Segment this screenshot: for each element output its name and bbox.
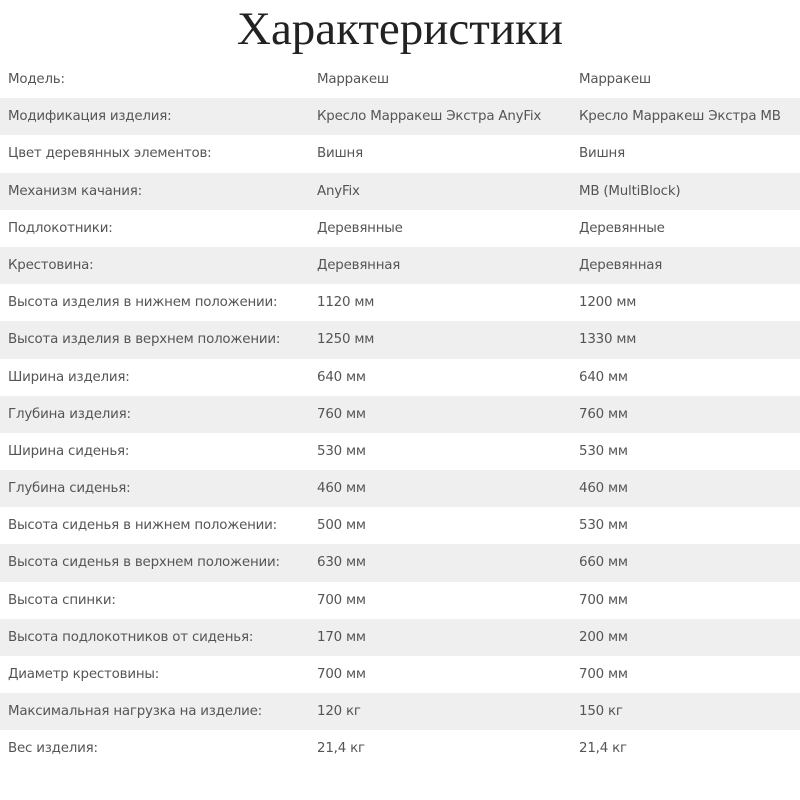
- spec-label: Ширина изделия:: [8, 369, 130, 385]
- spec-label: Модификация изделия:: [8, 109, 172, 125]
- spec-value-col1: AnyFix: [317, 183, 360, 199]
- spec-value-col1: 21,4 кг: [317, 741, 365, 757]
- spec-value-col2: Марракеш: [579, 72, 651, 87]
- table-row: [0, 210, 800, 247]
- spec-label: Высота сиденья в верхнем положении:: [8, 555, 280, 571]
- table-row: [0, 582, 800, 619]
- spec-label: Диаметр крестовины:: [8, 667, 160, 682]
- spec-label: Ширина сиденья:: [8, 443, 130, 459]
- spec-label: Высота сиденья в нижнем положении:: [8, 518, 277, 534]
- spec-label: Вес изделия:: [8, 741, 98, 757]
- table-row: [0, 544, 800, 581]
- table-row: [0, 619, 800, 656]
- table-row: [0, 284, 800, 321]
- spec-value-col2: 530 мм: [579, 518, 628, 534]
- table-row: [0, 433, 800, 470]
- spec-value-col1: 530 мм: [317, 443, 366, 459]
- spec-value-col2: Деревянные: [579, 220, 665, 236]
- spec-value-col1: Вишня: [317, 146, 363, 162]
- table-row: [0, 359, 800, 396]
- spec-value-col2: 1200 мм: [579, 295, 637, 311]
- spec-value-col1: 500 мм: [317, 518, 366, 534]
- table-row: [0, 396, 800, 433]
- spec-value-col1: Кресло Марракеш Экстра AnyFix: [317, 109, 542, 125]
- page-title: Характеристики: [237, 3, 563, 55]
- table-row: [0, 507, 800, 544]
- table-row: [0, 61, 800, 98]
- spec-label: Глубина сиденья:: [8, 481, 131, 497]
- spec-label: Подлокотники:: [8, 220, 113, 236]
- table-row: [0, 656, 800, 693]
- spec-label: Высота изделия в верхнем положении:: [8, 332, 281, 348]
- spec-label: Максимальная нагрузка на изделие:: [8, 704, 262, 720]
- spec-label: Крестовина:: [8, 257, 94, 273]
- spec-label: Высота спинки:: [8, 592, 116, 608]
- spec-value-col1: 1120 мм: [317, 295, 375, 311]
- spec-label: Модель:: [8, 72, 65, 87]
- spec-value-col2: 21,4 кг: [579, 741, 627, 757]
- spec-value-col2: 1330 мм: [579, 332, 637, 348]
- spec-value-col2: Вишня: [579, 146, 625, 162]
- spec-value-col1: 1250 мм: [317, 332, 375, 348]
- spec-label: Цвет деревянных элементов:: [8, 146, 212, 162]
- table-row: [0, 135, 800, 172]
- spec-value-col2: 200 мм: [579, 629, 628, 645]
- spec-value-col2: Деревянная: [579, 257, 663, 273]
- spec-value-col2: Кресло Марракеш Экстра MB: [579, 109, 781, 125]
- table-row: [0, 321, 800, 358]
- table-row: [0, 98, 800, 135]
- spec-value-col2: 700 мм: [579, 592, 628, 608]
- spec-value-col1: Марракеш: [317, 72, 389, 87]
- spec-value-col2: 700 мм: [579, 667, 628, 682]
- spec-value-col1: 630 мм: [317, 555, 366, 571]
- spec-value-col2: 150 кг: [579, 704, 623, 720]
- table-row: [0, 173, 800, 210]
- specs-table: [0, 61, 800, 768]
- spec-value-col2: 530 мм: [579, 443, 628, 459]
- spec-value-col2: 460 мм: [579, 481, 628, 497]
- spec-value-col1: 120 кг: [317, 704, 361, 720]
- spec-value-col2: MB (MultiBlock): [579, 183, 681, 199]
- table-row: [0, 730, 800, 767]
- spec-value-col1: Деревянная: [317, 257, 401, 273]
- spec-value-col1: 700 мм: [317, 592, 366, 608]
- spec-value-col2: 640 мм: [579, 369, 628, 385]
- spec-value-col1: 760 мм: [317, 406, 366, 422]
- spec-value-col1: 460 мм: [317, 481, 366, 497]
- spec-value-col1: 170 мм: [317, 629, 366, 645]
- table-row: [0, 247, 800, 284]
- spec-value-col2: 660 мм: [579, 555, 628, 571]
- spec-label: Глубина изделия:: [8, 406, 131, 422]
- spec-value-col2: 760 мм: [579, 406, 628, 422]
- spec-label: Механизм качания:: [8, 183, 142, 199]
- spec-value-col1: 700 мм: [317, 667, 366, 682]
- spec-label: Высота подлокотников от сиденья:: [8, 629, 254, 645]
- table-row: [0, 693, 800, 730]
- spec-value-col1: Деревянные: [317, 220, 403, 236]
- table-row: [0, 470, 800, 507]
- spec-label: Высота изделия в нижнем положении:: [8, 295, 278, 311]
- spec-value-col1: 640 мм: [317, 369, 366, 385]
